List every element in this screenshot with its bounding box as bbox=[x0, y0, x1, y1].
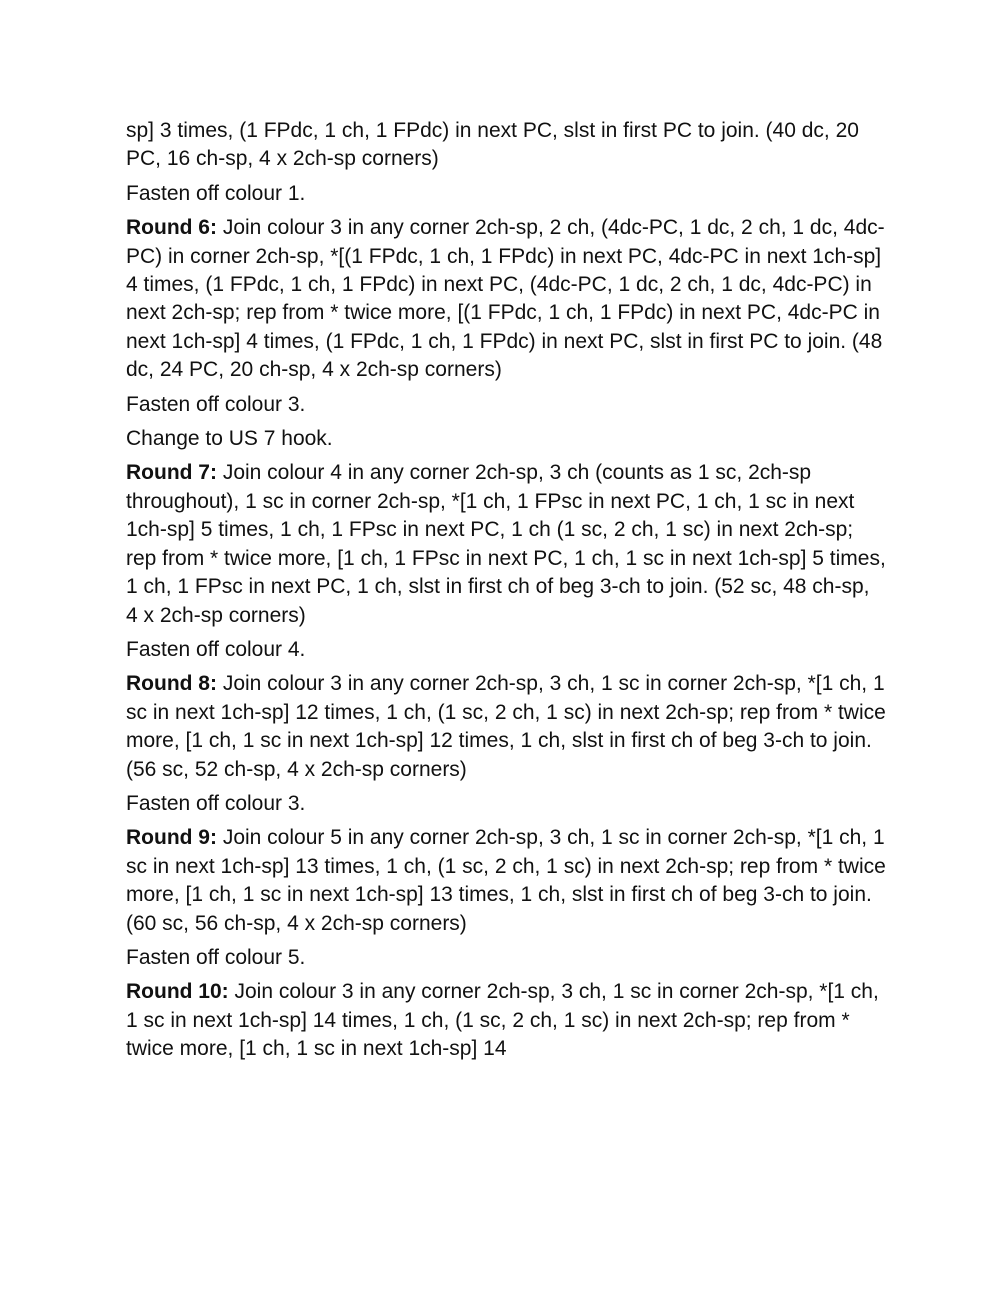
paragraph-round-7 bbox=[126, 459, 886, 629]
round-label: Round 9: bbox=[126, 826, 217, 850]
paragraph-text: Change to US 7 hook. bbox=[126, 427, 333, 451]
paragraph-round-9 bbox=[126, 824, 886, 938]
paragraph-text: sp] 3 times, (1 FPdc, 1 ch, 1 FPdc) in next PC, slst in first PC to join. (40 dc, 20 PC, 16 ch-sp, 4 x 2ch-sp corners) bbox=[126, 119, 859, 171]
paragraph-round-8 bbox=[126, 670, 886, 784]
paragraph-text: Join colour 4 in any corner 2ch-sp, 3 ch (counts as 1 sc, 2ch-sp throughout), 1 sc in corner 2ch-sp, *[1 ch, 1 FPsc in next PC, 1 ch, 1 sc in next 1ch-sp] 5 times, 1 ch, 1 FPsc in next PC, 1 ch (1 sc, 2 ch, 1 sc) in next 2ch-sp; rep from * twice more, [1 ch, 1 FPsc in next PC, 1 ch, 1 sc in next 1ch-sp] 5 times, 1 ch, 1 FPsc in next PC, 1 ch, slst in first ch of beg 3-ch to join. (52 sc, 48 ch-sp, 4 x 2ch-sp corners) bbox=[126, 461, 886, 627]
paragraph-text: Join colour 5 in any corner 2ch-sp, 3 ch, 1 sc in corner 2ch-sp, *[1 ch, 1 sc in next 1ch-sp] 13 times, 1 ch, (1 sc, 2 ch, 1 sc) in next 2ch-sp; rep from * twice more, [1 ch, 1 sc in next 1ch-sp] 13 times, 1 ch, slst in first ch of beg 3-ch to join. (60 sc, 56 ch-sp, 4 x 2ch-sp corners) bbox=[126, 826, 886, 935]
paragraph-round-6 bbox=[126, 214, 886, 384]
paragraph-text: Join colour 3 in any corner 2ch-sp, 3 ch, 1 sc in corner 2ch-sp, *[1 ch, 1 sc in next 1ch-sp] 14 times, 1 ch, (1 sc, 2 ch, 1 sc) in next 2ch-sp; rep from * twice more, [1 ch, 1 sc in next 1ch-sp] 14 bbox=[126, 980, 879, 1061]
paragraph-text: Join colour 3 in any corner 2ch-sp, 3 ch, 1 sc in corner 2ch-sp, *[1 ch, 1 sc in next 1ch-sp] 12 times, 1 ch, (1 sc, 2 ch, 1 sc) in next 2ch-sp; rep from * twice more, [1 ch, 1 sc in next 1ch-sp] 12 times, 1 ch, slst in first ch of beg 3-ch to join. (56 sc, 52 ch-sp, 4 x 2ch-sp corners) bbox=[126, 672, 886, 781]
paragraph-fasten-off bbox=[126, 790, 886, 818]
paragraph-fasten-off bbox=[126, 391, 886, 419]
paragraph-text: Fasten off colour 4. bbox=[126, 637, 306, 661]
round-label: Round 10: bbox=[126, 980, 229, 1004]
round-label: Round 6: bbox=[126, 216, 217, 240]
paragraph-text: Fasten off colour 1. bbox=[126, 181, 306, 205]
document-body bbox=[126, 117, 886, 1070]
paragraph-text: Fasten off colour 5. bbox=[126, 945, 306, 969]
paragraph-fasten-off bbox=[126, 944, 886, 972]
paragraph-text: Fasten off colour 3. bbox=[126, 392, 306, 416]
paragraph-continuation bbox=[126, 117, 886, 174]
paragraph-round-10 bbox=[126, 978, 886, 1063]
paragraph-change-hook bbox=[126, 425, 886, 453]
paragraph-fasten-off bbox=[126, 180, 886, 208]
paragraph-text: Fasten off colour 3. bbox=[126, 791, 306, 815]
paragraph-fasten-off bbox=[126, 636, 886, 664]
round-label: Round 8: bbox=[126, 672, 217, 696]
round-label: Round 7: bbox=[126, 461, 217, 485]
paragraph-text: Join colour 3 in any corner 2ch-sp, 2 ch, (4dc-PC, 1 dc, 2 ch, 1 dc, 4dc-PC) in corner 2ch-sp, *[(1 FPdc, 1 ch, 1 FPdc) in next PC, 4dc-PC in next 1ch-sp] 4 times, (1 FPdc, 1 ch, 1 FPdc) in next PC, (4dc-PC, 1 dc, 2 ch, 1 dc, 4dc-PC) in next 2ch-sp; rep from * twice more, [(1 FPdc, 1 ch, 1 FPdc) in next PC, 4dc-PC in next 1ch-sp] 4 times, (1 FPdc, 1 ch, 1 FPdc) in next PC, slst in first PC to join. (48 dc, 24 PC, 20 ch-sp, 4 x 2ch-sp corners) bbox=[126, 216, 885, 382]
